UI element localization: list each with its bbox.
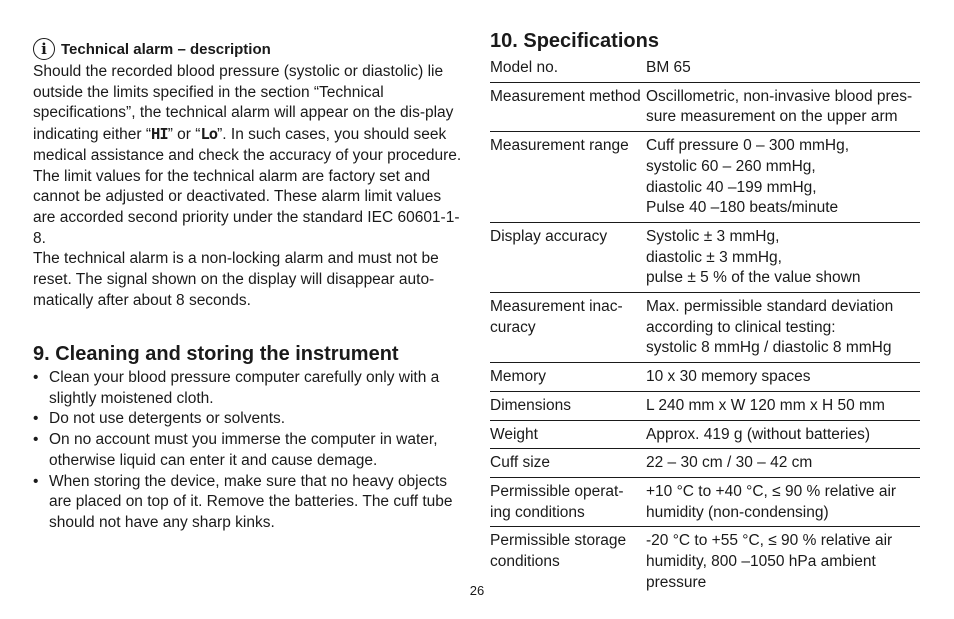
spec-row: [490, 293, 920, 363]
left-column: [33, 36, 465, 365]
spec-row: [490, 132, 920, 223]
spec-value-line: -20 °C to +55 °C, ≤ 90 % relative air humidity, 800 –1050 hPa ambient pressure: [646, 532, 893, 591]
spec-value-line: 22 – 30 cm / 30 – 42 cm: [646, 454, 813, 472]
bullet-item: • On no account must you immerse the computer in water, otherwise liquid can enter it and cause demage.: [33, 430, 465, 471]
spec-value-line: Approx. 419 g (without batteries): [646, 425, 871, 443]
spec-value-line: BM 65: [646, 59, 691, 76]
bullet-item: • Clean your blood pressure computer carefully only with a slightly moistened cloth.: [33, 368, 465, 409]
spec-value-line: diastolic ± 3 mmHg,: [646, 248, 782, 266]
alarm-paragraph-2: The limit values for the technical alarm are factory set and cannot be adjusted or deactivated. These alarm limit values are accorded second priority under the standard IEC 60601-1-8.: [33, 167, 460, 247]
spec-value-line: pulse ± 5 % of the value shown: [646, 269, 861, 287]
spec-value: [646, 477, 920, 526]
alarm-text-a: Should the recorded blood pressure (systolic or diastolic) lie outside the limits specified in the section “Technical specifications”, the technical alarm will appear on the dis-play indicating either “: [33, 63, 454, 144]
spec-key: Memory: [490, 363, 646, 392]
lo-display-glyph: Lo: [200, 125, 218, 144]
spec-row: [490, 82, 920, 131]
spec-value: [646, 420, 920, 449]
spec-key: Model no.: [490, 59, 559, 76]
spec-value-line: 10 x 30 memory spaces: [646, 368, 811, 386]
spec-key: Weight: [490, 420, 646, 449]
spec-row: [490, 363, 920, 392]
right-column: [490, 28, 920, 596]
page-number: 26: [469, 583, 485, 598]
spec-value: [646, 132, 920, 223]
spec-value-line: diastolic 40 –199 mmHg,: [646, 178, 817, 196]
spec-key: Measurement range: [490, 132, 646, 223]
spec-value-line: Oscillometric, non-invasive blood pres-sure measurement on the upper arm: [646, 87, 913, 126]
spec-row: [490, 420, 920, 449]
bullet-item: • When storing the device, make sure that no heavy objects are placed on top of it. Remove the batteries. The cuff tube should not have any sharp kinks.: [33, 472, 465, 534]
spec-value-line: +10 °C to +40 °C, ≤ 90 % relative air humidity (non-condensing): [646, 482, 897, 521]
alarm-text-b: ” or “: [167, 126, 201, 144]
alarm-heading-text: Technical alarm – description: [61, 40, 271, 58]
alarm-paragraph-1: [33, 62, 465, 167]
spec-value-line: Cuff pressure 0 – 300 mmHg,: [646, 137, 850, 155]
specifications-table: [490, 56, 920, 596]
spec-key: Cuff size: [490, 449, 646, 478]
spec-value: [646, 56, 920, 82]
spec-value: [646, 222, 920, 292]
spec-value-line: systolic 8 mmHg / diastolic 8 mmHg: [646, 339, 892, 357]
spec-value: [646, 293, 920, 363]
spec-row: [490, 477, 920, 526]
spec-value: [646, 449, 920, 478]
spec-key: Measurement method: [490, 82, 646, 131]
hi-display-glyph: HI: [151, 125, 168, 144]
bullet-item: • Do not use detergents or solvents.: [33, 409, 465, 430]
section-9-title: 9. Cleaning and storing the instrument: [33, 343, 399, 365]
spec-key: Permissible operat-ing conditions: [490, 477, 646, 526]
spec-value: [646, 391, 920, 420]
spec-value-line: Pulse 40 –180 beats/minute: [646, 199, 839, 217]
spec-value-line: Max. permissible standard deviation according to clinical testing:: [646, 298, 894, 336]
spec-key: Display accuracy: [490, 222, 646, 292]
spec-row: [490, 222, 920, 292]
alarm-paragraph-3: The technical alarm is a non-locking alarm and must not be reset. The signal shown on the display will disappear auto-matically after about 8 seconds.: [33, 250, 439, 309]
spec-key: Dimensions: [490, 391, 646, 420]
info-icon: i: [33, 38, 55, 60]
spec-value-line: L 240 mm x W 120 mm x H 50 mm: [646, 396, 885, 414]
alarm-heading: [33, 36, 465, 62]
spec-row: [490, 449, 920, 478]
spec-value-line: systolic 60 – 260 mmHg,: [646, 157, 816, 175]
spec-key: Measurement inac-curacy: [490, 293, 646, 363]
cleaning-bullet-list: [33, 368, 465, 534]
spec-row: [490, 56, 920, 82]
spec-value: [646, 82, 920, 131]
spec-value: [646, 363, 920, 392]
spec-key: Permissible storage conditions: [490, 527, 646, 597]
spec-value-line: Systolic ± 3 mmHg,: [646, 227, 780, 245]
spec-row: [490, 391, 920, 420]
section-10-title: 10. Specifications: [490, 30, 659, 52]
alarm-text-c: ”. In such cases, you should seek medical assistance and check the accuracy of your procedure.: [33, 126, 462, 164]
